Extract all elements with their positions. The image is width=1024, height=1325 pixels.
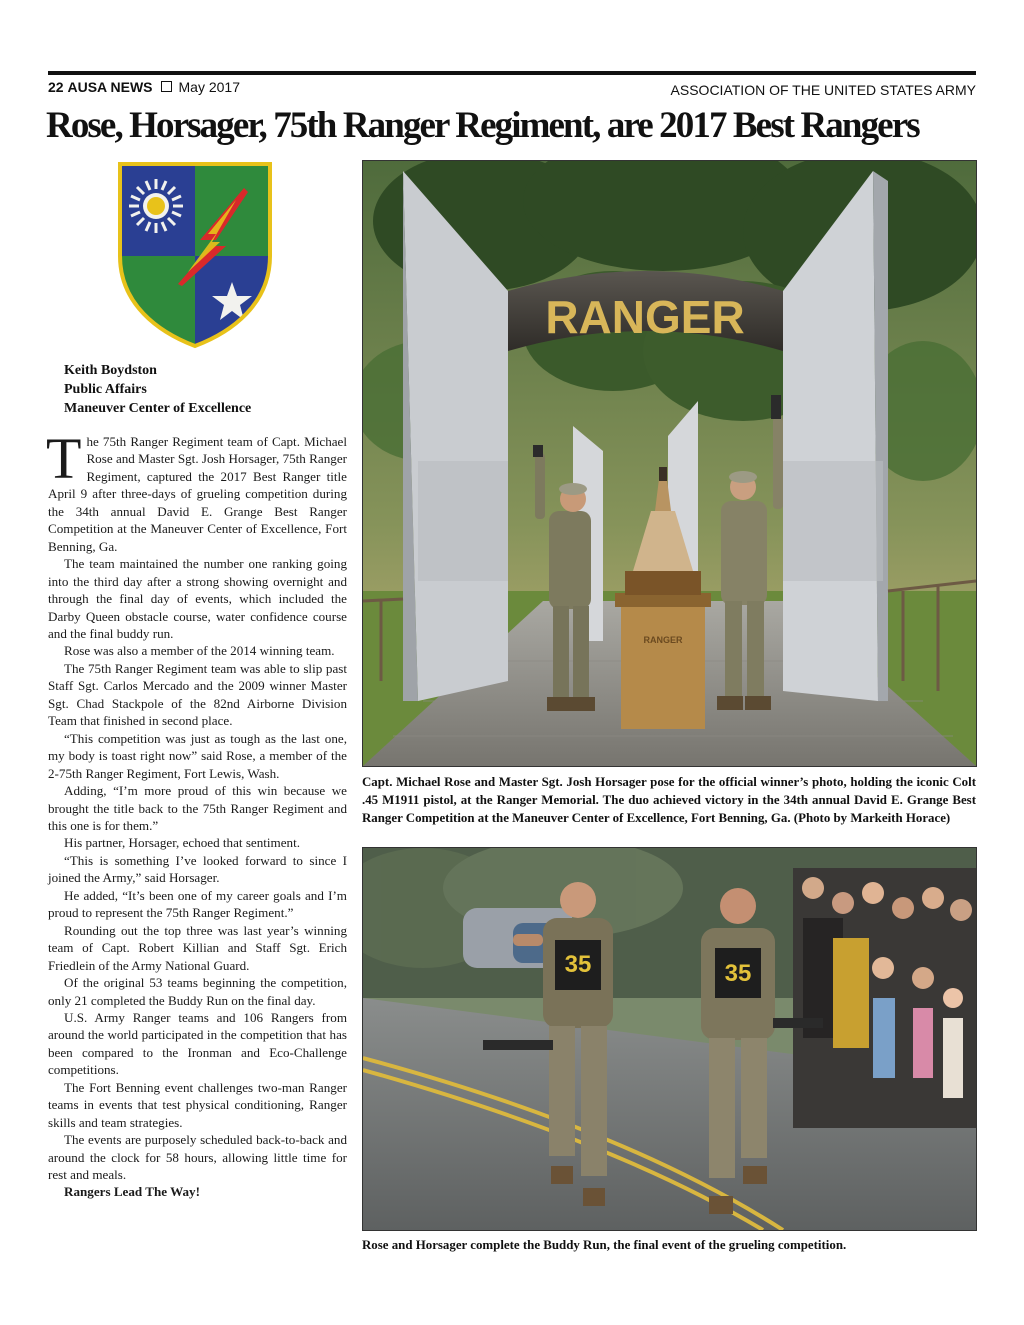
page-number: 22	[48, 79, 64, 95]
pedestal-plaque-text: RANGER	[643, 635, 683, 645]
drop-cap: T	[46, 426, 82, 491]
buddy-run-photo	[362, 847, 977, 1231]
article-paragraph: Of the original 53 teams beginning the competition, only 21 completed the Buddy Run on the final day.	[48, 975, 347, 1008]
ranger-regiment-crest-icon	[116, 160, 274, 350]
headline: Rose, Horsager, 75th Ranger Regiment, are 2017 Best Rangers	[46, 105, 919, 146]
article-paragraph: He added, “It’s been one of my career goals and I’m proud to represent the 75th Ranger Regiment.”	[48, 887, 347, 921]
article-paragraph: Rose was also a member of the 2014 winning team.	[64, 643, 335, 659]
bib-number-left: 35	[564, 951, 592, 978]
page-folio	[48, 79, 240, 95]
issue-date: May 2017	[178, 79, 240, 95]
byline-author: Keith Boydston	[64, 363, 157, 378]
article-paragraph: Rounding out the top three was last year’s winning team of Capt. Robert Killian and Staff Sgt. Erich Friedlein of the Army National Guard.	[48, 922, 347, 973]
organization-name: ASSOCIATION OF THE UNITED STATES ARMY	[670, 82, 976, 98]
article-paragraph: U.S. Army Ranger teams and 106 Rangers from around the world participated in the competition that has been compared to the Ironman and Eco-Challenge competitions.	[48, 1009, 347, 1078]
article-paragraph: The team maintained the number one ranking going into the third day after a strong showing overnight and through the final day of events, which included the Darby Queen obstacle course, water confidence course and the final buddy run.	[48, 556, 347, 641]
masthead-rule	[48, 71, 976, 75]
byline-unit: Maneuver Center of Excellence	[64, 401, 252, 416]
article-paragraph: The Fort Benning event challenges two-man Ranger teams in events that test physical conditioning, Ranger skills and team strategies.	[48, 1079, 347, 1130]
byline	[64, 361, 251, 418]
arch-lettering: RANGER	[545, 291, 745, 343]
article-body	[46, 426, 347, 1201]
publication-name: AUSA NEWS	[67, 79, 153, 95]
article-tagline: Rangers Lead The Way!	[64, 1184, 200, 1200]
ranger-memorial-photo	[362, 160, 977, 767]
photo2-caption: Rose and Horsager complete the Buddy Run, the final event of the grueling competition.	[362, 1238, 847, 1252]
article-paragraph: “This is something I’ve looked forward to since I joined the Army,” said Horsager.	[48, 852, 347, 886]
article-paragraph: The 75th Ranger Regiment team was able to slip past Staff Sgt. Carlos Mercado and the 2009 winner Master Sgt. Chad Stackpole of the 82nd Airborne Division Team that finished in second place.	[48, 660, 347, 729]
byline-role: Public Affairs	[64, 382, 147, 397]
article-paragraph: “This competition was just as tough as the last one, my body is toast right now” said Rose, a member of the 2-75th Ranger Regiment, Fort Lewis, Wash.	[48, 730, 347, 781]
article-paragraph: Adding, “I’m more proud of this win because we brought the title back to the 75th Ranger Regiment and this one is for them.”	[48, 783, 347, 833]
photo1-caption: Capt. Michael Rose and Master Sgt. Josh Horsager pose for the official winner’s photo, holding the iconic Colt .45 M1911 pistol, at the Ranger Memorial. The duo achieved victory in the 34th annual David E. Grange Best Ranger Competition at the Maneuver Center of Excellence, Fort Benning, Ga. (Photo by Markeith Horace)	[362, 775, 976, 825]
article-paragraph: The events are purposely scheduled back-to-back and around the clock for 58 hours, allowing little time for rest and meals.	[48, 1132, 347, 1183]
article-paragraph: His partner, Horsager, echoed that sentiment.	[64, 835, 301, 851]
bib-number-right: 35	[724, 960, 752, 987]
lead-text: he 75th Ranger Regiment team of Capt. Michael Rose and Master Sgt. Josh Horsager, 75th Ranger Regiment, captured the 2017 Best Ranger title April 9 after three-days of grueling competition during the 34th annual David E. Grange Best Ranger Competition at the Maneuver Center of Excellence, Fort Benning, Ga.	[48, 434, 347, 554]
article-lead	[46, 426, 347, 555]
square-bullet-icon	[161, 81, 172, 92]
